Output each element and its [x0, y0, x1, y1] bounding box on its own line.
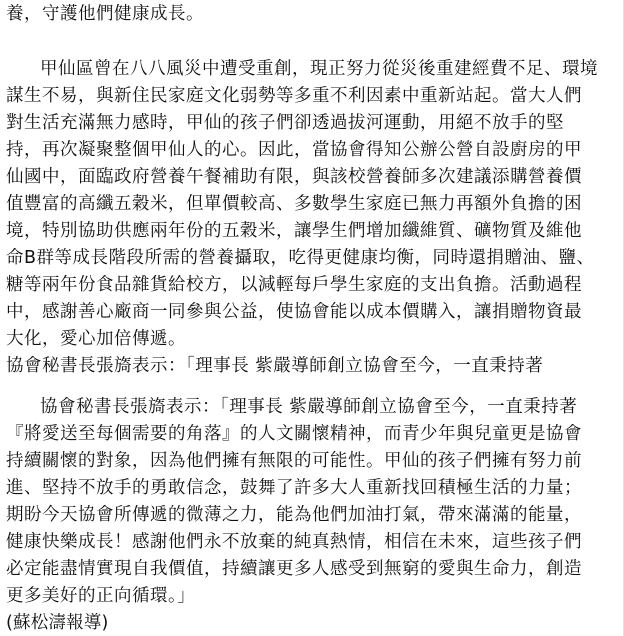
article-line-19: 健康快樂成長！感謝他們永不放棄的純真熱情，相信在未來，這些孩子們 — [6, 532, 582, 552]
article-line-6: 仙國中，面臨政府營養午餐補助有限，與該校營養師多次建議添購營養價 — [6, 167, 582, 187]
article-line-11: 中，感謝善心廠商一同參與公益，使協會能以成本價購入，讓捐贈物資最 — [6, 302, 582, 322]
article-line-17: 進、堅持不放手的勇敢信念，鼓舞了許多大人重新找回積極生活的力量； — [6, 478, 582, 498]
article-line-13: 協會秘書長張旖表示：「理事長 紫嚴導師創立協會至今，一直秉持著 — [6, 356, 544, 376]
article-byline: (蘇松濤報導) — [6, 613, 109, 633]
article-line-8: 境，特別協助供應兩年份的五穀米，讓學生們增加纖維質、礦物質及維他 — [6, 221, 582, 241]
article-line-10: 糖等兩年份食品雜貨給校方，以減輕每戶學生家庭的支出負擔。活動過程 — [6, 275, 582, 295]
article-line-9: 命B群等成長階段所需的營養攝取，吃得更健康均衡，同時還捐贈油、鹽、 — [6, 248, 595, 268]
article-line-4: 對生活充滿無力感時，甲仙的孩子們卻透過拔河運動，用絕不放手的堅 — [6, 113, 564, 133]
article-line-2: 甲仙區曾在八八風災中遭受重創，現正努力從災後重建經費不足、環境 — [40, 59, 598, 79]
article-line-12: 大化，愛心加倍傳遞。 — [6, 329, 186, 349]
article-line-16: 持續關懷的對象，因為他們擁有無限的可能性。甲仙的孩子們擁有努力前 — [6, 451, 582, 471]
article-line-14: 協會秘書長張旖表示：「理事長 紫嚴導師創立協會至今，一直秉持著 — [40, 397, 578, 417]
article-line-20: 必定能盡情實現自我價值，持續讓更多人感受到無窮的愛與生命力，創造 — [6, 559, 582, 579]
article-line-18: 期盼今天協會所傳遞的微薄之力，能為他們加油打氣，帶來滿滿的能量， — [6, 505, 582, 525]
article-line-3: 謀生不易，與新住民家庭文化弱勢等多重不利因素中重新站起。當大人們 — [6, 86, 582, 106]
article-line-7: 值豐富的高纖五穀米，但單價較高、多數學生家庭已無力再額外負擔的困 — [6, 194, 582, 214]
article-line-5: 持，再次凝聚整個甲仙人的心。因此，當協會得知公辦公營自設廚房的甲 — [6, 140, 582, 160]
article-line-21: 更多美好的正向循環。」 — [6, 586, 196, 606]
article-line-1: 養，守護他們健康成長。 — [6, 4, 204, 24]
article-line-15: 『將愛送至每個需要的角落』的人文關懷精神，而青少年與兒童更是協會 — [6, 424, 582, 444]
